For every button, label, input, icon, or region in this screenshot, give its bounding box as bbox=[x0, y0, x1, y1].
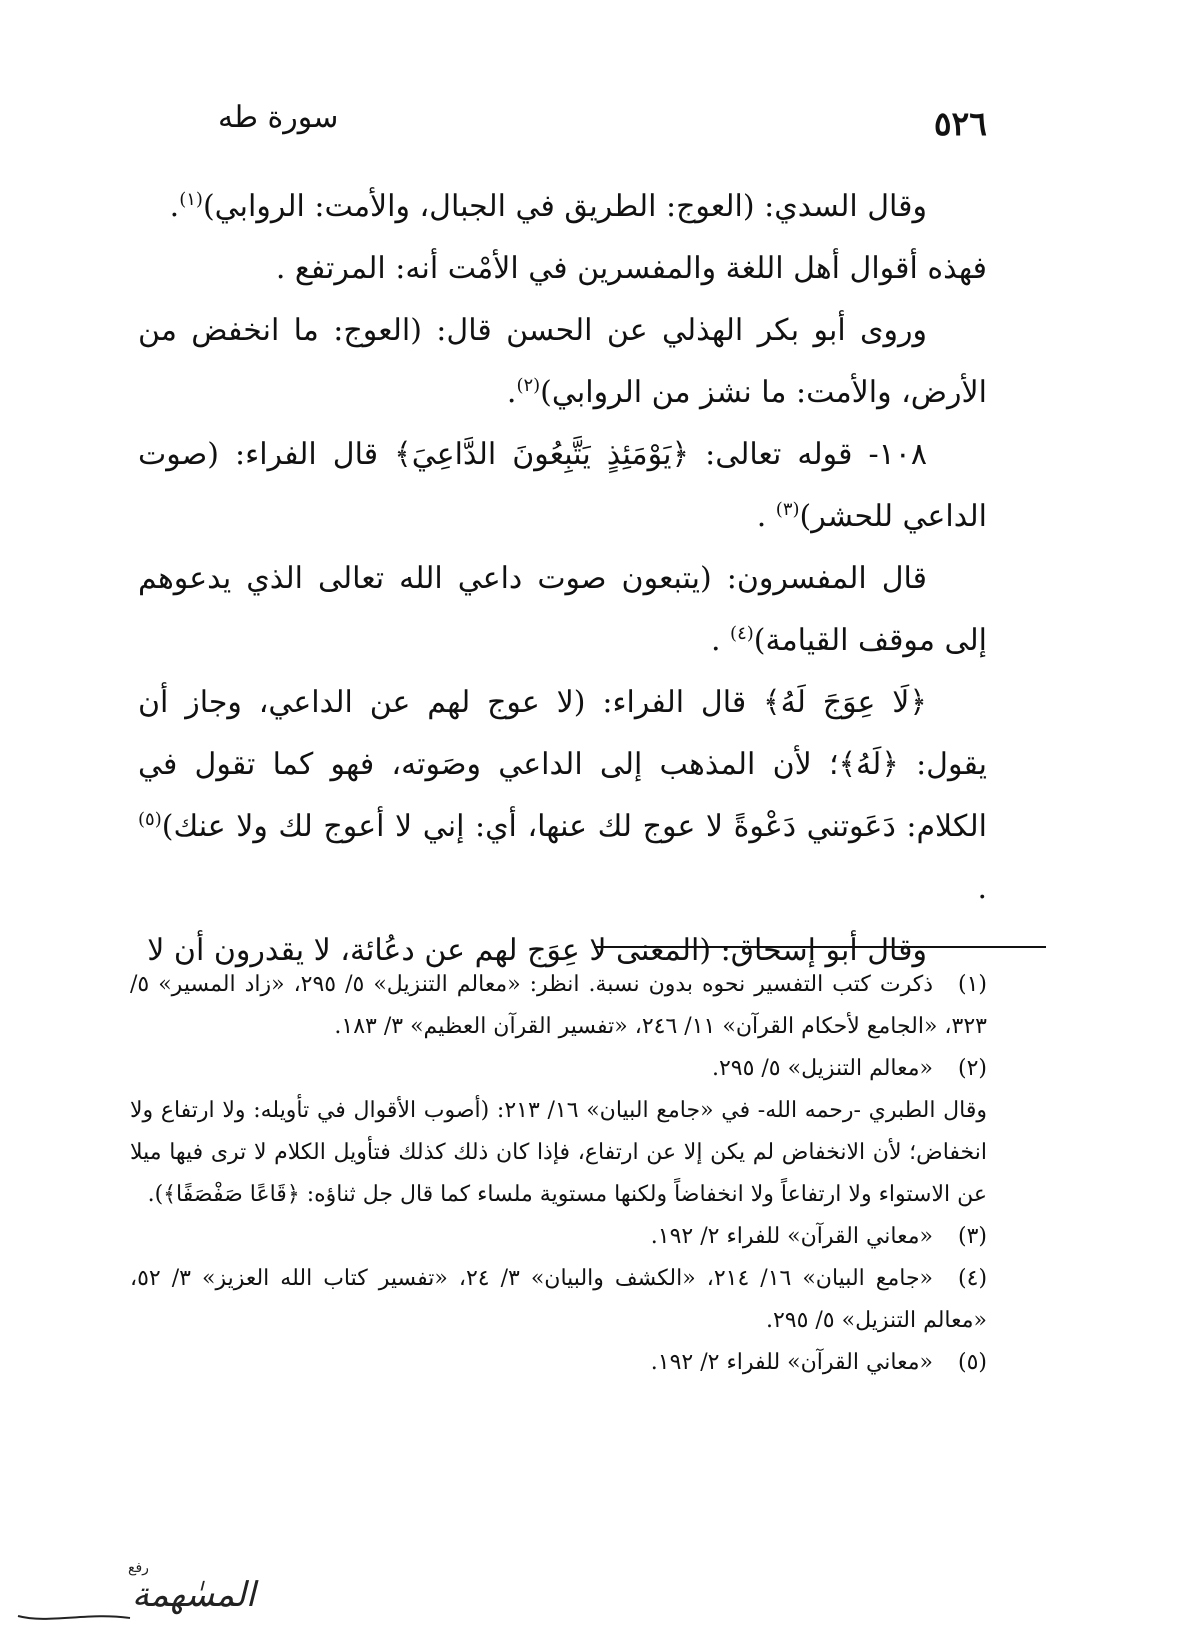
paragraph: ﴿لَا عِوَجَ لَهُ﴾ قال الفراء: (لا عوج لهم عن الداعي، وجاز أن يقول: ﴿لَهُ﴾؛ لأن المذهب إلى الداعي وصَوته، فهو كما تقول في الكلام: دَعَوتني دَعْوةً لا عوج لك عنها، أي: إني لا أعوج لك ولا عنك)$^{(٥)}$ . bbox=[138, 685, 987, 906]
page-header bbox=[0, 100, 1185, 144]
stamp-sub-text: رفع bbox=[128, 1560, 149, 1576]
stamp-main-text: المسٰهمة bbox=[132, 1575, 256, 1615]
paragraph: قال المفسرون: (يتبعون صوت داعي الله تعالى الذي يدعوهم إلى موقف القيامة)$^{(٤)}$ . bbox=[138, 561, 987, 658]
surah-title: سورة طه bbox=[218, 100, 339, 135]
stamp-flourish bbox=[18, 1616, 130, 1619]
footnote bbox=[130, 1048, 987, 1090]
footnote-text: «معاني القرآن» للفراء ٢/ ١٩٢. bbox=[650, 1350, 933, 1375]
publisher-stamp-logo bbox=[8, 1554, 256, 1634]
footnote-ref[interactable]: (١) bbox=[179, 189, 203, 210]
page-number: ٥٢٦ bbox=[933, 104, 987, 143]
paragraph: وقال السدي: (العوج: الطريق في الجبال، والأمت: الروابي)$^{(١)}$. bbox=[169, 189, 927, 224]
footnote bbox=[130, 1258, 987, 1342]
paragraph: وقال أبو إسحاق: (المعنى لا عِوَج لهم عن دعُائة، لا يقدرون أن لا bbox=[147, 933, 927, 968]
footnote-number: (٤) bbox=[958, 1266, 988, 1291]
footnote-continuation: وقال الطبري -رحمه الله- في «جامع البيان» ١٦/ ٢١٣: (أصوب الأقوال في تأويله: ولا ارتفاع ولا انخفاض؛ لأن الانخفاض لم يكن إلا عن ارتفاع، فإذا كان ذلك كذلك فتأويل الكلام لا ترى فيها ميلا عن الاستواء ولا ارتفاعاً ولا انخفاضاً ولكنها مستوية ملساء كما قال جل ثناؤه: ﴿قَاعًا صَفْصَفًا﴾). bbox=[130, 1098, 987, 1207]
footnote-text: «جامع البيان» ١٦/ ٢١٤، «الكشف والبيان» ٣/ ٢٤، «تفسير كتاب الله العزيز» ٣/ ٥٢، «معالم التنزيل» ٥/ ٢٩٥. bbox=[130, 1266, 987, 1333]
footnote bbox=[130, 1342, 987, 1384]
paragraph: وروى أبو بكر الهذلي عن الحسن قال: (العوج: ما انخفض من الأرض، والأمت: ما نشز من الروابي)$^{(٢)}$. bbox=[138, 313, 987, 410]
paragraph: فهذه أقوال أهل اللغة والمفسرين في الأمْت أنه: المرتفع . bbox=[275, 251, 987, 286]
main-text bbox=[138, 176, 987, 982]
footnote-ref[interactable]: (٥) bbox=[138, 809, 162, 830]
footnotes bbox=[130, 964, 987, 1384]
footnote-text: «معاني القرآن» للفراء ٢/ ١٩٢. bbox=[650, 1224, 933, 1249]
footnote-number: (١) bbox=[957, 972, 987, 997]
footnote-ref[interactable]: (٣) bbox=[775, 499, 800, 520]
paragraph: ١٠٨- قوله تعالى: ﴿يَوْمَئِذٍ يَتَّبِعُونَ الدَّاعِيَ﴾ قال الفراء: (صوت الداعي للحشر)$^{(٣)}$ . bbox=[138, 437, 987, 534]
footnote-divider bbox=[594, 946, 1046, 948]
footnote-ref[interactable]: (٢) bbox=[516, 375, 541, 396]
footnote-number: (٢) bbox=[957, 1056, 987, 1081]
footnote-text: «معالم التنزيل» ٥/ ٢٩٥. bbox=[711, 1056, 933, 1081]
footnote bbox=[130, 1216, 987, 1258]
footnote-text: ذكرت كتب التفسير نحوه بدون نسبة. انظر: «معالم التنزيل» ٥/ ٢٩٥، «زاد المسير» ٥/ ٣٢٣، «الجامع لأحكام القرآن» ١١/ ٢٤٦، «تفسير القرآن العظيم» ٣/ ١٨٣. bbox=[130, 972, 987, 1039]
footnote-number: (٣) bbox=[957, 1224, 987, 1249]
footnote bbox=[130, 964, 987, 1048]
footnote-ref[interactable]: (٤) bbox=[730, 623, 754, 644]
footnote-number: (٥) bbox=[957, 1350, 987, 1375]
